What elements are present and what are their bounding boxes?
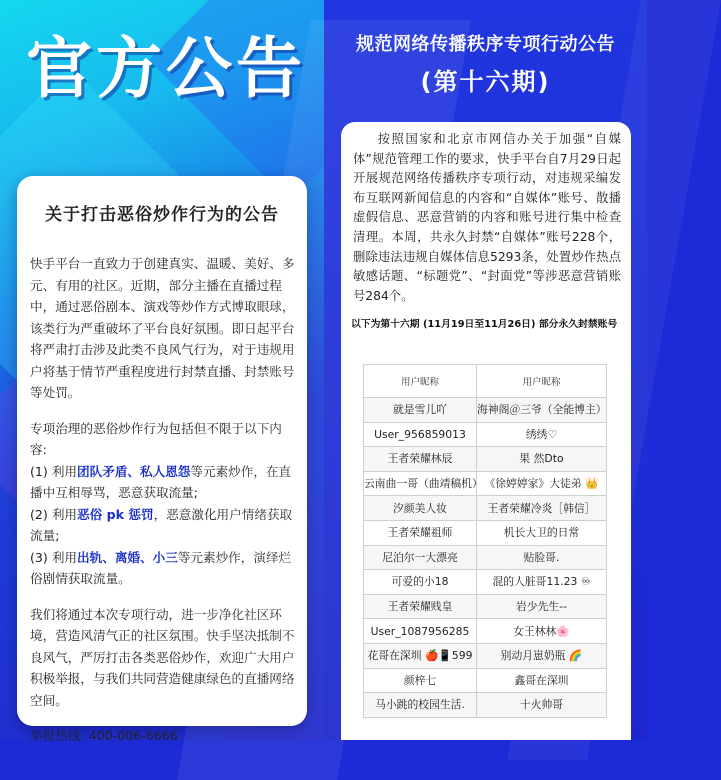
column-header: 用户昵称 <box>364 365 477 398</box>
account-nickname: 可爱的小18 <box>364 570 477 595</box>
campaign-issue: (第十六期) <box>420 68 551 96</box>
table-row <box>364 496 607 521</box>
account-nickname: 王者荣耀贱皇 <box>364 594 477 619</box>
table-caption: 以下为第十六期 (11月19日至11月26日) 部分永久封禁账号 <box>351 319 618 331</box>
report-hotline: 举报热线: 400-006-6666 <box>30 728 178 743</box>
account-nickname: 女王林林🌸 <box>477 619 607 644</box>
account-nickname: 海神阁＠三爷（全能博主） <box>477 398 607 423</box>
account-nickname: 岩少先生-- <box>477 594 607 619</box>
account-nickname: 云南曲一哥（曲靖稿机） <box>364 471 477 496</box>
table-row <box>364 594 607 619</box>
table-row <box>364 545 607 570</box>
account-nickname: 王者荣耀祖师 <box>364 520 477 545</box>
account-nickname: 尼泊尔一大漂亮 <box>364 545 477 570</box>
account-nickname: 王者荣耀冷炎［韩信］ <box>477 496 607 521</box>
list-item-suffix: ，恶意激化用户情绪获取流量; <box>30 506 293 543</box>
table-row <box>364 643 607 668</box>
paragraph-scope: 专项治理的恶俗炒作行为包括但不限于以下内容: <box>30 420 282 457</box>
account-nickname: 十火帅哥 <box>477 693 607 718</box>
column-header: 用户昵称 <box>477 365 607 398</box>
account-nickname: User_1087956285 <box>364 619 477 644</box>
table-row <box>364 619 607 644</box>
account-nickname: 机长大卫的日常 <box>477 520 607 545</box>
banned-accounts-table <box>363 364 607 718</box>
account-nickname: 就是雪儿吖 <box>364 398 477 423</box>
account-nickname: 别动月崽奶瓶 🌈 <box>477 643 607 668</box>
card-title: 关于打击恶俗炒作行为的公告 <box>45 205 279 225</box>
table-row <box>364 447 607 472</box>
table-row <box>364 520 607 545</box>
account-nickname: User_956859013 <box>364 422 477 447</box>
account-nickname: 《徐婷婷家》大徒弟 👑 <box>477 471 607 496</box>
account-nickname: 混的人脏哥11.23 ♾ <box>477 570 607 595</box>
paragraph-intro: 快手平台一直致力于创建真实、温暖、美好、多元、有用的社区。近期，部分主播在直播过程中，通过恶俗剧本、演戏等炒作方式博取眼球，该类行为严重破坏了平台良好氛围。即日起平台将严肃打击涉及此类不良风气行为，对于违规用户将基于情节严重程度进行封禁直播、封禁账号等处罚。 <box>30 256 295 400</box>
table-header-row <box>364 365 607 398</box>
account-nickname: 绣绣♡ <box>477 422 607 447</box>
account-nickname: 花哥在深圳 🍎📱599 <box>364 643 477 668</box>
account-nickname: 颜梓七 <box>364 668 477 693</box>
account-nickname: 汐颜美人妆 <box>364 496 477 521</box>
account-nickname: 王者荣耀林辰 <box>364 447 477 472</box>
list-item-prefix: (3) 利用 <box>30 549 78 565</box>
paragraph-closing: 我们将通过本次专项行动，进一步净化社区环境，营造风清气正的社区氛围。快手坚决抵制不良风气，严厉打击各类恶俗炒作，欢迎广大用户积极举报，与我们共同营造健康绿色的直播网络空间。 <box>30 606 295 708</box>
list-item-suffix: 等元素炒作，演绎烂俗剧情获取流量。 <box>30 549 292 586</box>
table-row <box>364 471 607 496</box>
table-row <box>364 398 607 423</box>
account-nickname: 马小跳的校园生活. <box>364 693 477 718</box>
list-item-suffix: 等元素炒作，在直播中互相辱骂，恶意获取流量; <box>30 463 292 500</box>
campaign-title: 规范网络传播秩序专项行动公告 <box>356 34 615 55</box>
account-nickname: 鑫哥在深圳 <box>477 668 607 693</box>
list-item-highlight: 出轨、离婚、小三 <box>77 549 178 565</box>
notice-card <box>341 122 631 740</box>
list-item-prefix: (2) 利用 <box>30 506 78 522</box>
account-nickname: 贴脸哥. <box>477 545 607 570</box>
table-row <box>364 570 607 595</box>
account-nickname: 果 然Dto <box>477 447 607 472</box>
official-announcement-title: 官方公告 <box>26 30 306 107</box>
table-row <box>364 422 607 447</box>
right-panel <box>324 0 647 740</box>
table-row <box>364 668 607 693</box>
table-row <box>364 693 607 718</box>
list-item-highlight: 恶俗 pk 惩罚 <box>77 506 154 522</box>
list-item-prefix: (1) 利用 <box>30 463 78 479</box>
notice-text: 按照国家和北京市网信办关于加强“自媒体”规范管理工作的要求，快手平台自7月29日起开展规范网络传播秩序专项行动，对违规采编发布互联网新闻信息的内容和“自媒体”账号、散播虚假信息、恶意营销的内容和账号进行集中检查清理。本周，共永久封禁“自媒体”账号228个，删除违法违规自媒体信息5293条，处置炒作热点敏感话题、“标题党”、“封面党”等涉恶意营销账号284个。 <box>353 132 621 303</box>
list-item-highlight: 团队矛盾、私人恩怨 <box>77 463 191 479</box>
